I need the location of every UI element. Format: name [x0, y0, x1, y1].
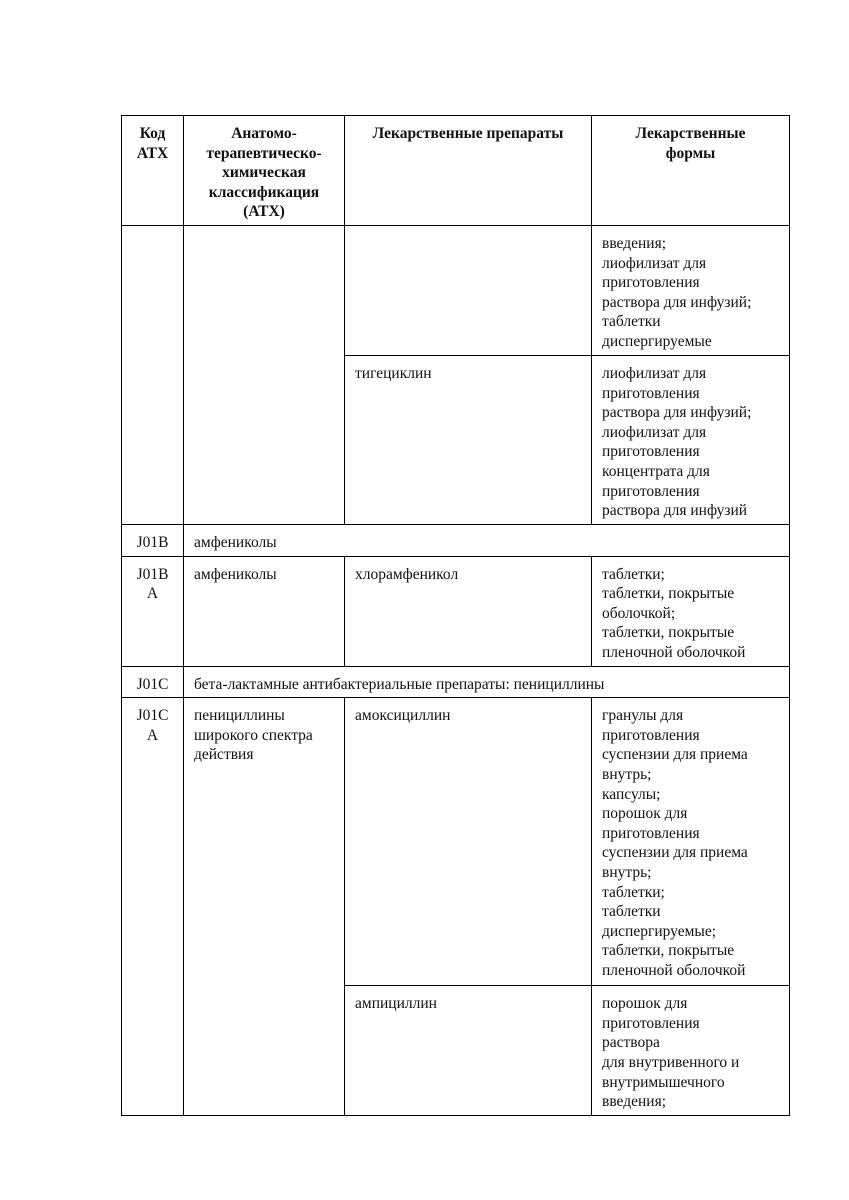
cell-text-line: J01B: [136, 533, 169, 551]
header-drugs: [345, 116, 592, 226]
cell-text-line: J01B: [136, 565, 169, 583]
cell-text-line: приготовления: [602, 443, 700, 461]
row-forms-cell: [592, 986, 790, 1116]
table-row: [122, 556, 790, 666]
cell-text-line: капсулы;: [602, 785, 661, 803]
row-drug-cell: [345, 355, 592, 524]
row-forms-cell: [592, 225, 790, 355]
row-forms-cell: [592, 355, 790, 524]
header-code: [122, 116, 184, 226]
cell-text-line: приготовления: [602, 482, 700, 500]
cell-text-line: концентрата для: [602, 462, 710, 480]
row-code-cell: [122, 556, 184, 666]
cell-text-line: Лекарственные: [635, 125, 746, 142]
row-drug-cell: [345, 986, 592, 1116]
cell-text-line: таблетки: [602, 313, 661, 331]
cell-text-line: для внутривенного и: [602, 1053, 740, 1071]
cell-text-line: широкого спектра: [194, 726, 313, 744]
row-classification-cell: [184, 698, 345, 1116]
cell-text-line: тигециклин: [355, 364, 432, 382]
cell-text-line: пленочной оболочкой: [602, 643, 746, 661]
cell-text-line: раствора для инфузий: [602, 502, 748, 520]
row-classification-cell: [184, 225, 345, 524]
row-code-cell: [122, 225, 184, 524]
row-code-cell: [122, 698, 184, 1116]
cell-text-line: A: [146, 585, 159, 603]
header-classification: [184, 116, 345, 226]
header-forms: [592, 116, 790, 226]
group-code-cell: [122, 524, 184, 556]
cell-text-line: внутрь;: [602, 863, 652, 881]
cell-text-line: диспергируемые: [602, 332, 712, 350]
cell-text-line: терапевтическо-: [206, 144, 322, 162]
cell-text-line: таблетки: [602, 903, 661, 921]
cell-text-line: хлорамфеникол: [355, 565, 459, 583]
cell-text-line: гранулы для: [602, 707, 684, 725]
cell-text-line: таблетки;: [602, 883, 665, 901]
cell-text-line: Анатомо-: [231, 125, 297, 142]
row-drug-cell: [345, 225, 592, 355]
table-header-row: [122, 116, 790, 226]
cell-text-line: J01C: [136, 675, 169, 693]
cell-text-line: приготовления: [602, 274, 700, 292]
row-forms-cell: [592, 556, 790, 666]
row-drug-cell: [345, 698, 592, 986]
cell-text-line: приготовления: [602, 824, 700, 842]
cell-text-line: раствора для инфузий;: [602, 293, 752, 311]
cell-text-line: порошок для: [602, 805, 688, 823]
cell-text-line: ампициллин: [355, 995, 437, 1013]
group-label-cell: [184, 666, 790, 698]
cell-text-line: таблетки, покрытые: [602, 585, 735, 603]
cell-text-line: приготовления: [602, 1014, 700, 1032]
row-classification-cell: [184, 556, 345, 666]
cell-text-line: таблетки, покрытые: [602, 624, 735, 642]
cell-text-line: внутрь;: [602, 765, 652, 783]
cell-text-line: оболочкой;: [602, 604, 676, 622]
cell-text-line: внутримышечного: [602, 1073, 725, 1091]
table-row: [122, 698, 790, 986]
cell-text-line: химическая: [222, 164, 306, 182]
cell-text-line: Код: [139, 125, 166, 142]
cell-text-line: пленочной оболочкой: [602, 961, 746, 979]
cell-text-line: действия: [194, 746, 254, 764]
cell-text-line: раствора: [602, 1034, 660, 1052]
row-drug-cell: [345, 556, 592, 666]
cell-text-line: амфениколы: [194, 565, 277, 583]
group-label: амфениколы: [194, 533, 277, 551]
group-row: [122, 666, 790, 698]
group-label: бета-лактамные антибактериальные препараты: пенициллины: [194, 675, 605, 693]
cell-text-line: суспензии для приема: [602, 746, 748, 764]
cell-text-line: амоксициллин: [355, 707, 451, 725]
cell-text-line: суспензии для приема: [602, 844, 748, 862]
cell-text-line: введения;: [602, 234, 667, 252]
cell-text-line: диспергируемые;: [602, 922, 717, 940]
cell-text-line: классификация: [208, 183, 320, 201]
cell-text-line: J01C: [136, 707, 169, 725]
cell-text-line: пенициллины: [194, 707, 285, 725]
cell-text-line: (АТХ): [243, 203, 285, 221]
cell-text-line: таблетки;: [602, 565, 665, 583]
cell-text-line: приготовления: [602, 384, 700, 402]
cell-text-line: АТХ: [136, 144, 169, 162]
cell-text-line: приготовления: [602, 726, 700, 744]
row-forms-cell: [592, 698, 790, 986]
cell-text-line: введения;: [602, 1093, 667, 1111]
cell-text-line: A: [146, 726, 159, 744]
table-row: [122, 225, 790, 355]
cell-text-line: таблетки, покрытые: [602, 942, 735, 960]
cell-text-line: формы: [665, 144, 716, 162]
cell-text-line: Лекарственные препараты: [372, 125, 564, 142]
cell-text-line: лиофилизат для: [602, 423, 707, 441]
cell-text-line: порошок для: [602, 995, 688, 1013]
group-code-cell: [122, 666, 184, 698]
cell-text-line: лиофилизат для: [602, 364, 707, 382]
cell-text-line: лиофилизат для: [602, 254, 707, 272]
cell-text-line: раствора для инфузий;: [602, 404, 752, 422]
atc-drug-table: [121, 115, 790, 1116]
group-row: [122, 524, 790, 556]
group-label-cell: [184, 524, 790, 556]
